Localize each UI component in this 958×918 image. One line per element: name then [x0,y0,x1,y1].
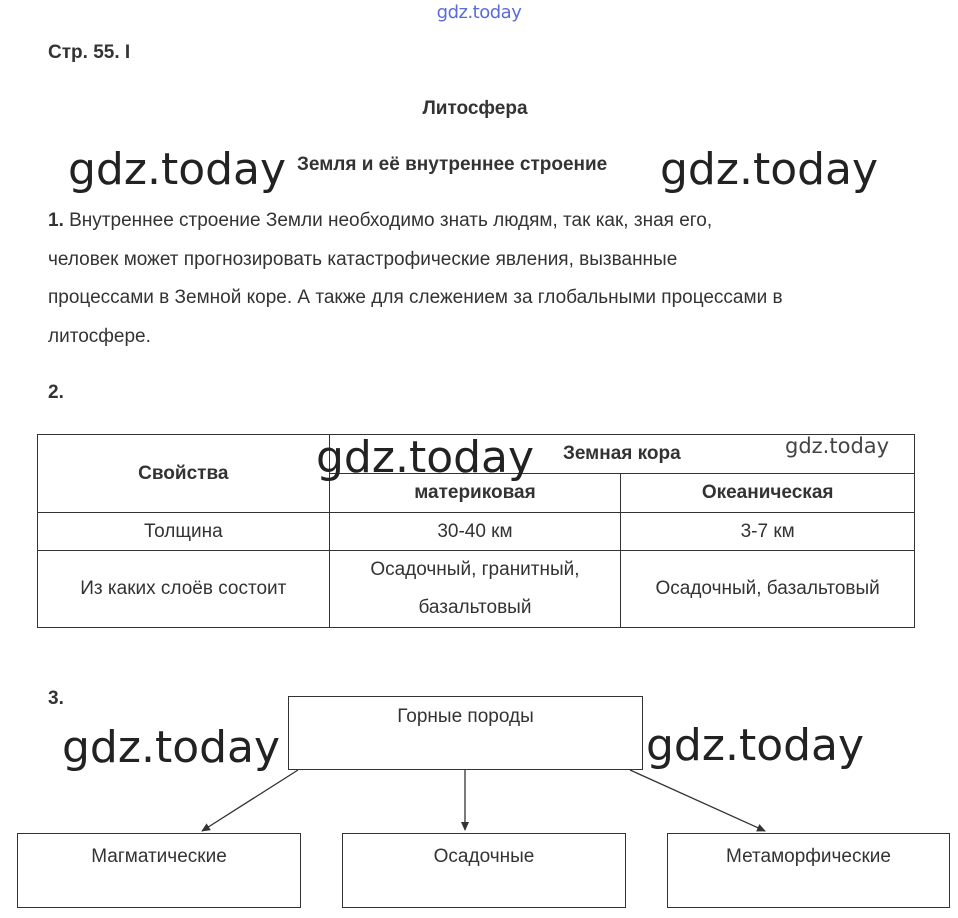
row-thickness-oceanic: 3-7 км [621,513,915,551]
task1-line3: процессами в Земной коре. А также для слежением за глобальными процессами в [48,287,783,308]
watermark-diagram-left: gdz.today [62,722,281,773]
task1-line2: человек может прогнозировать катастрофические явления, вызванные [48,248,678,270]
watermark-table-small: gdz.today [785,434,890,458]
crust-header-label: Земная кора [562,443,681,464]
continental-header: материковая [329,474,621,513]
arrow-to-metamorphic [630,770,765,831]
row-layers-oceanic: Осадочный, базальтовый [621,551,915,628]
top-watermark: gdz.today [436,2,522,23]
task2-number: 2. [48,382,64,403]
task3-number: 3. [48,688,64,709]
magmatic-box [17,833,301,908]
sedimentary-label: Осадочные [433,846,535,867]
task1-line1: Внутреннее строение Земли необходимо знать людям, так как, зная его, [63,210,713,231]
metamorphic-box [667,833,950,908]
subtitle: Земля и её внутреннее строение [297,154,608,175]
watermark-table-large: gdz.today [316,432,535,483]
row-thickness-property: Толщина [38,513,330,551]
row-layers-property: Из каких слоёв состоит [38,551,330,628]
page-label: Стр. 55. I [48,42,131,63]
metamorphic-label: Метаморфические [726,846,891,867]
watermark-left-subtitle: gdz.today [68,144,287,195]
task1-line4: литосфере. [48,325,151,347]
arrow-to-magmatic [202,770,298,831]
watermark-diagram-right: gdz.today [646,720,865,771]
row-layers-continental-line1: Осадочный, гранитный, [370,559,580,580]
oceanic-header: Океаническая [621,474,915,513]
row-layers-continental-line2: базальтовый [418,597,532,618]
row-thickness-continental: 30-40 км [329,513,621,551]
magmatic-label: Магматические [91,846,227,867]
section-title: Литосфера [422,98,528,119]
task1-number: 1. [48,210,64,231]
properties-header: Свойства [38,435,330,513]
watermark-right-subtitle: gdz.today [660,144,879,195]
root-rocks-box [288,696,643,770]
sedimentary-box [342,833,626,908]
root-rocks-label: Горные породы [397,706,534,727]
